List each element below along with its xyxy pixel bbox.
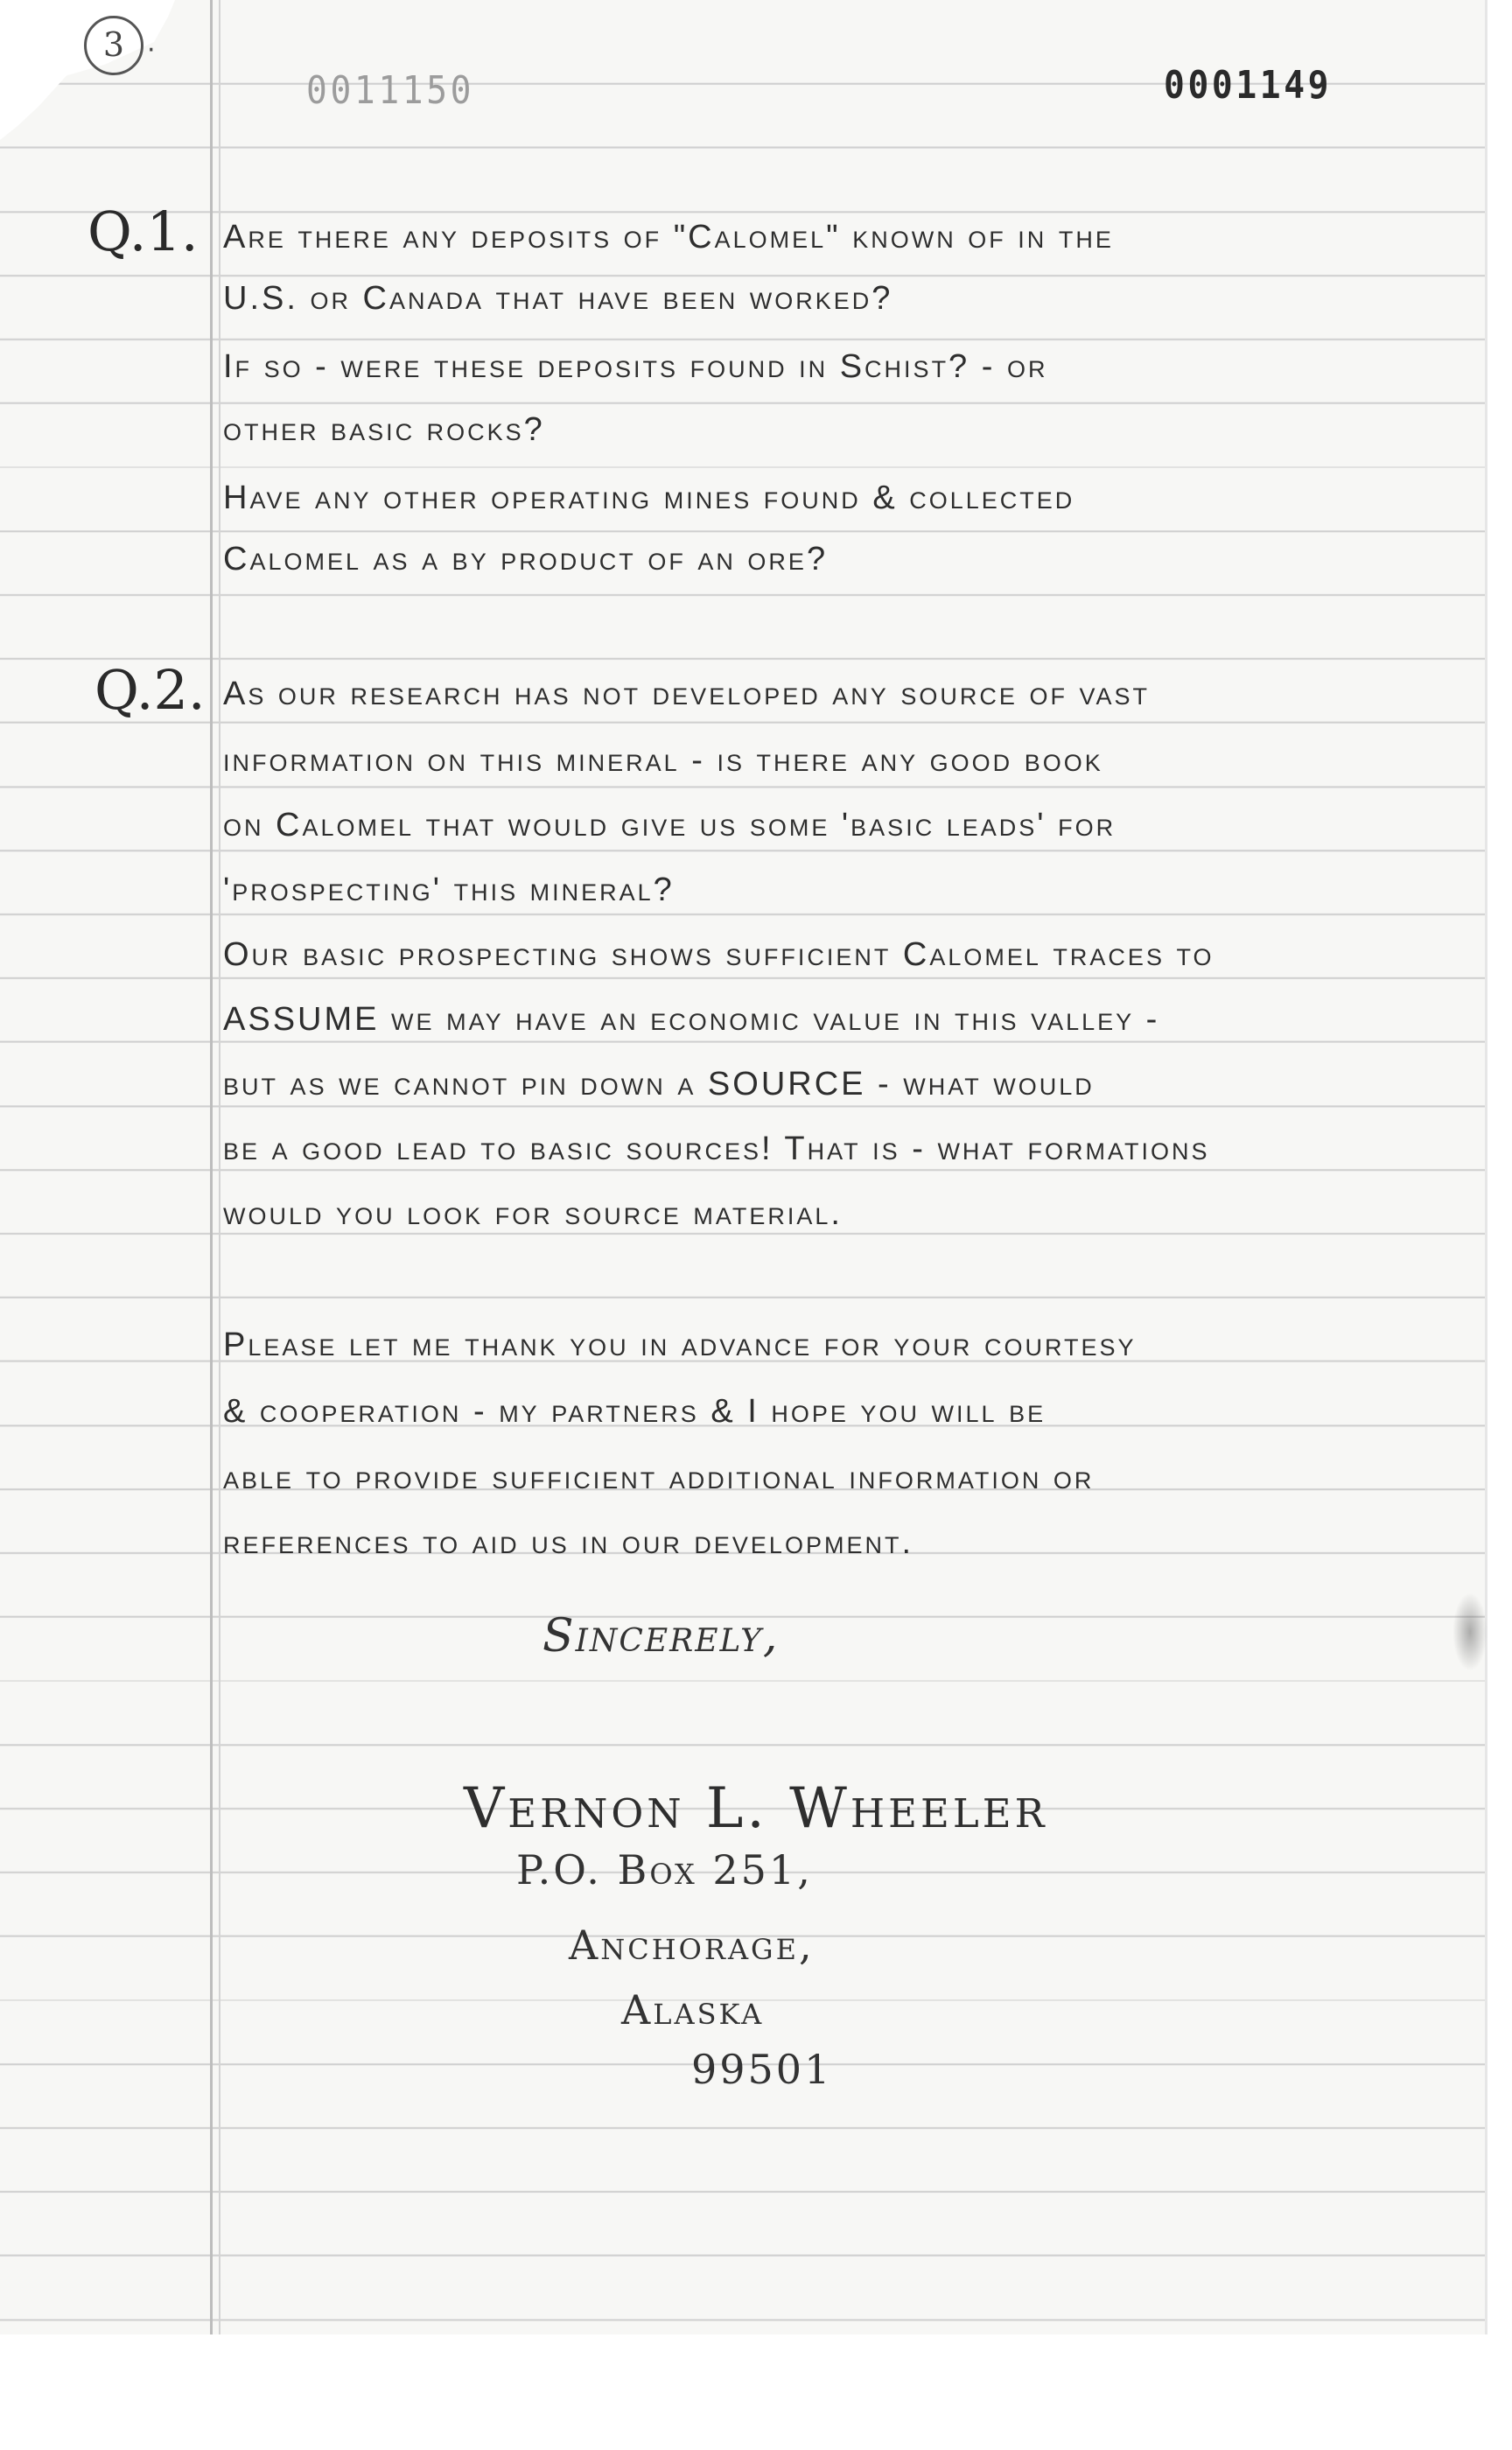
closing-line-1: Please let me thank you in advance for your courtesy bbox=[223, 1326, 1137, 1363]
q2-line-5: Our basic prospecting shows sufficient Calomel traces to bbox=[223, 936, 1214, 973]
q2-line-8: be a good lead to basic sources! That is - what formations bbox=[223, 1130, 1210, 1167]
q1-line-2: U.S. or Canada that have been worked? bbox=[223, 280, 893, 317]
q2-line-3: on Calomel that would give us some 'basic leads' for bbox=[223, 807, 1116, 844]
q2-line-1: As our research has not developed any source of vast bbox=[223, 676, 1151, 712]
page-number-dot: · bbox=[147, 35, 156, 66]
q2-line-2: information on this mineral - is there any good book bbox=[223, 742, 1103, 779]
document-stamp-number: 0001149 bbox=[1164, 63, 1333, 108]
q2-line-9: would you look for source material. bbox=[223, 1195, 843, 1232]
question-2-label: Q.2. bbox=[94, 658, 206, 722]
closing-line-3: able to provide sufficient additional information or bbox=[223, 1460, 1095, 1496]
q1-line-4: other basic rocks? bbox=[223, 411, 545, 448]
address-line-1: P.O. Box 251, bbox=[516, 1846, 813, 1894]
q2-line-6: ASSUME we may have an economic value in this valley - bbox=[223, 1001, 1160, 1038]
q1-line-5: Have any other operating mines found & collected bbox=[223, 480, 1075, 516]
signature-name: Vernon L. Wheeler bbox=[464, 1776, 1048, 1841]
closing-salutation: Sincerely, bbox=[542, 1610, 780, 1662]
page-number-circle: 3 bbox=[84, 16, 144, 75]
q1-line-3: If so - were these deposits found in Schist? - or bbox=[223, 348, 1048, 385]
margin-rule-secondary bbox=[219, 0, 220, 2334]
address-line-4: 99501 bbox=[691, 2046, 833, 2093]
q2-line-7: but as we cannot pin down a SOURCE - what would bbox=[223, 1066, 1095, 1102]
question-1-label: Q.1. bbox=[88, 200, 199, 263]
ink-smudge bbox=[1452, 1592, 1488, 1671]
q1-line-1: Are there any deposits of "Calomel" known of in the bbox=[223, 219, 1114, 256]
closing-line-2: & cooperation - my partners & I hope you will be bbox=[223, 1393, 1046, 1430]
q1-line-6: Calomel as a by product of an ore? bbox=[223, 541, 829, 578]
address-line-2: Anchorage, bbox=[569, 1922, 815, 1969]
scan-margin bbox=[0, 2334, 1512, 2450]
address-line-3: Alaska bbox=[621, 1986, 765, 2034]
closing-line-4: references to aid us in our development. bbox=[223, 1524, 914, 1561]
margin-rule bbox=[210, 0, 213, 2334]
document-stamp-faint: 0011150 bbox=[306, 68, 475, 113]
q2-line-4: 'prospecting' this mineral? bbox=[223, 872, 675, 908]
